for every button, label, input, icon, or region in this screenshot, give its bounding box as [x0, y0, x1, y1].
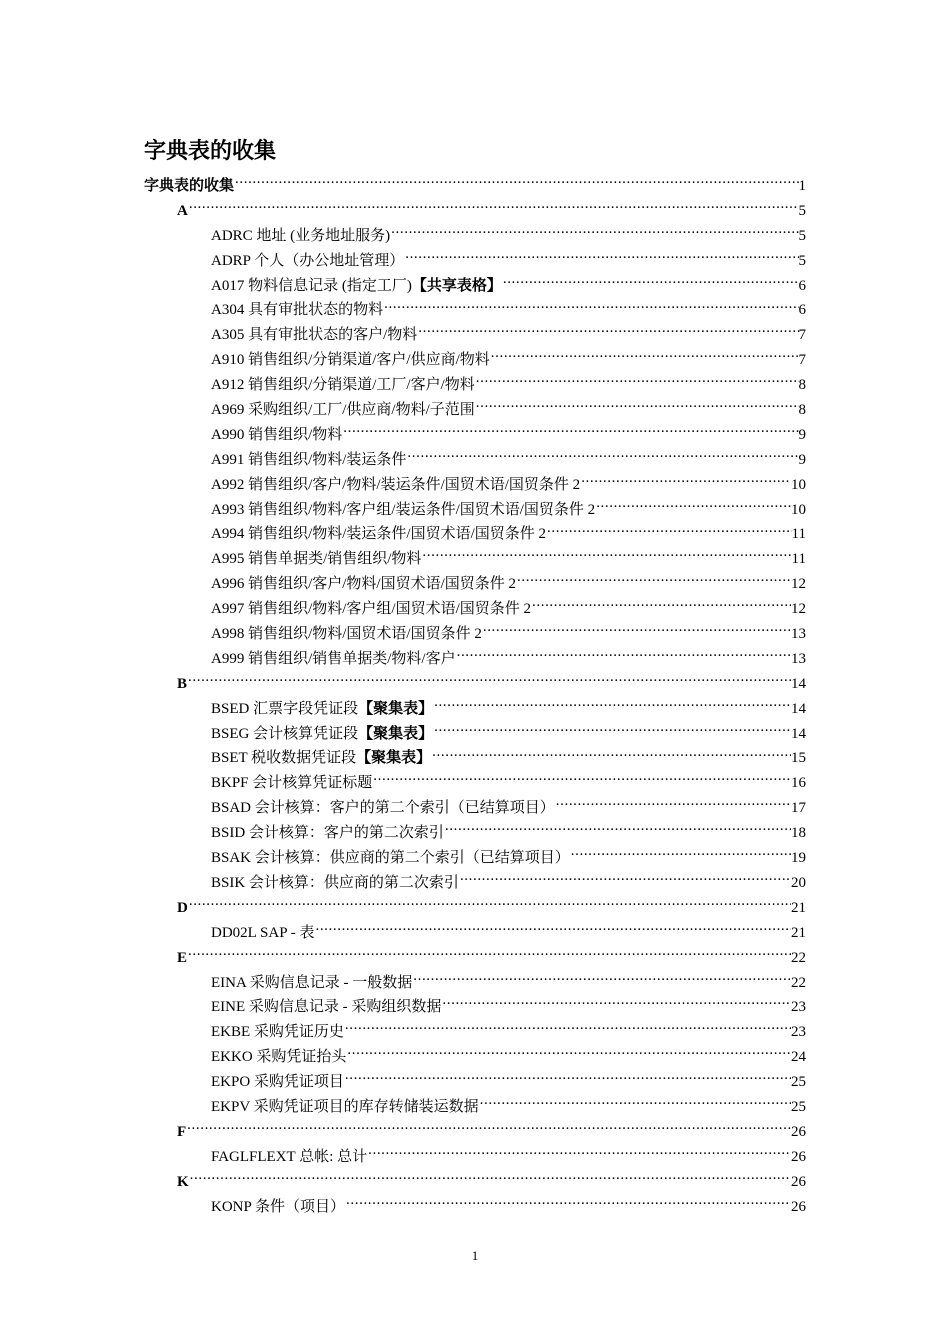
toc-entry-title: D [177, 899, 188, 916]
toc-entry-page: 22 [791, 949, 806, 966]
toc-dot-leader [571, 847, 791, 862]
toc-entry-page: 21 [791, 924, 806, 941]
toc-entry-title: B [177, 675, 188, 692]
toc-entry[interactable] [144, 373, 806, 398]
toc-entry-page: 10 [791, 476, 806, 493]
toc-entry-title: BSEG 会计核算凭证段 [211, 725, 359, 742]
toc-entry-title: A910 销售组织/分销渠道/客户/供应商/物料 [211, 352, 490, 369]
footer-page-number: 1 [471, 1248, 479, 1263]
toc-entry-title: EKPO 采购凭证项目 [211, 1074, 344, 1091]
table-of-contents [144, 174, 806, 1219]
toc-entry-page: 9 [798, 426, 806, 443]
toc-entry-page: 9 [798, 451, 806, 468]
toc-entry[interactable] [144, 224, 806, 249]
toc-entry-page: 5 [798, 252, 806, 269]
toc-entry[interactable] [144, 771, 806, 796]
toc-entry-page: 16 [791, 775, 806, 792]
toc-entry-page: 11 [791, 526, 806, 543]
toc-entry[interactable] [144, 821, 806, 846]
toc-entry-tag: 【聚集表】 [356, 750, 432, 767]
toc-entry-title: F [177, 1123, 187, 1140]
toc-entry[interactable] [144, 622, 806, 647]
toc-entry-page: 13 [791, 626, 806, 643]
toc-entry-title: A305 具有审批状态的客户/物料 [211, 327, 418, 344]
toc-dot-leader [188, 673, 791, 688]
toc-dot-leader [476, 399, 799, 414]
toc-entry-title: A912 销售组织/分销渠道/工厂/客户/物料 [211, 377, 475, 394]
toc-entry-page: 25 [791, 1098, 806, 1115]
toc-entry-title: BKPF 会计核算凭证标题 [211, 775, 373, 792]
toc-entry[interactable] [144, 722, 806, 747]
toc-dot-leader [347, 1046, 791, 1061]
toc-dot-leader [235, 175, 798, 190]
toc-entry[interactable] [144, 995, 806, 1020]
toc-entry[interactable] [144, 398, 806, 423]
toc-entry[interactable] [144, 1070, 806, 1095]
toc-entry-page: 23 [791, 999, 806, 1016]
toc-dot-leader [483, 623, 791, 638]
toc-entry-title: KONP 条件（项目） [211, 1198, 346, 1215]
toc-entry-page: 25 [791, 1074, 806, 1091]
toc-entry[interactable] [144, 1170, 806, 1195]
toc-entry-title: EINA 采购信息记录 - 一般数据 [211, 974, 413, 991]
toc-entry-page: 24 [791, 1049, 806, 1066]
toc-entry-page: 12 [791, 601, 806, 618]
toc-entry-title: BSET 税收数据凭证段 [211, 750, 357, 767]
toc-entry-tag: 【聚集表】 [358, 725, 434, 742]
toc-dot-leader [407, 449, 798, 464]
toc-dot-leader [373, 772, 791, 787]
toc-entry[interactable] [144, 647, 806, 672]
toc-entry-title: A999 销售组织/销售单据类/物料/客户 [211, 650, 456, 667]
toc-entry[interactable] [144, 274, 806, 299]
toc-entry-title: A993 销售组织/物料/客户组/装运条件/国贸术语/国贸条件 2 [211, 501, 596, 518]
toc-dot-leader [368, 1146, 791, 1161]
toc-entry-page: 15 [791, 750, 806, 767]
toc-dot-leader [345, 1021, 791, 1036]
toc-dot-leader [457, 648, 791, 663]
toc-entry-page: 12 [791, 576, 806, 593]
toc-entry[interactable] [144, 174, 806, 199]
toc-dot-leader [189, 200, 799, 215]
toc-entry-page: 5 [798, 202, 806, 219]
toc-dot-leader [596, 499, 791, 514]
toc-dot-leader [188, 947, 791, 962]
toc-entry[interactable] [144, 1120, 806, 1145]
toc-entry[interactable] [144, 597, 806, 622]
toc-entry-title: FAGLFLEXT 总帐: 总计 [211, 1148, 368, 1165]
toc-entry-page: 20 [791, 874, 806, 891]
toc-entry-title: 字典表的收集 [144, 178, 235, 194]
toc-entry-page: 18 [791, 825, 806, 842]
toc-entry-title: E [177, 949, 188, 966]
toc-entry-page: 6 [798, 277, 806, 294]
toc-dot-leader [491, 349, 799, 364]
toc-entry-title: BSID 会计核算：客户的第二次索引 [211, 825, 444, 842]
toc-entry-title: A992 销售组织/客户/物料/装运条件/国贸术语/国贸条件 2 [211, 476, 581, 493]
toc-entry[interactable] [144, 298, 806, 323]
toc-dot-leader [346, 1196, 791, 1211]
toc-entry[interactable] [144, 572, 806, 597]
toc-entry-page: 11 [791, 551, 806, 568]
toc-entry[interactable] [144, 1045, 806, 1070]
toc-dot-leader [187, 1121, 791, 1136]
toc-entry-page: 26 [791, 1173, 806, 1190]
toc-entry-page: 14 [791, 725, 806, 742]
toc-entry-page: 6 [798, 302, 806, 319]
toc-dot-leader [391, 225, 798, 240]
toc-entry-page: 10 [791, 501, 806, 518]
toc-entry[interactable] [144, 796, 806, 821]
toc-entry-title: K [177, 1173, 189, 1190]
toc-entry-tag: 【共享表格】 [411, 277, 502, 294]
toc-dot-leader [547, 523, 792, 538]
toc-entry-title: DD02L SAP - 表 [211, 924, 315, 941]
toc-entry[interactable] [144, 1145, 806, 1170]
toc-dot-leader [422, 548, 791, 563]
toc-entry-title: A995 销售单据类/销售组织/物料 [211, 551, 422, 568]
toc-dot-leader [480, 1096, 791, 1111]
toc-entry-title: EKBE 采购凭证历史 [211, 1024, 344, 1041]
toc-entry-page: 26 [791, 1198, 806, 1215]
toc-entry-title: A969 采购组织/工厂/供应商/物料/子范围 [211, 402, 475, 419]
toc-entry[interactable] [144, 1195, 806, 1220]
toc-entry-page: 23 [791, 1024, 806, 1041]
toc-entry-page: 22 [791, 974, 806, 991]
toc-dot-leader [434, 698, 791, 713]
toc-dot-leader [556, 797, 791, 812]
toc-dot-leader [418, 324, 798, 339]
toc-dot-leader [517, 573, 791, 588]
toc-entry-title: A991 销售组织/物料/装运条件 [211, 451, 407, 468]
toc-dot-leader [384, 299, 798, 314]
toc-entry[interactable] [144, 871, 806, 896]
toc-entry-title: A994 销售组织/物料/装运条件/国贸术语/国贸条件 2 [211, 526, 547, 543]
toc-dot-leader [315, 922, 791, 937]
toc-entry[interactable] [144, 697, 806, 722]
toc-entry[interactable] [144, 199, 806, 224]
toc-entry-page: 8 [798, 402, 806, 419]
toc-entry[interactable] [144, 1020, 806, 1045]
toc-entry-title: A [177, 202, 188, 219]
toc-dot-leader [581, 474, 791, 489]
toc-entry[interactable] [144, 672, 806, 697]
toc-dot-leader [432, 747, 791, 762]
toc-dot-leader [503, 275, 799, 290]
toc-entry-title: EKKO 采购凭证抬头 [211, 1049, 347, 1066]
toc-entry-title: ADRC 地址 (业务地址服务) [211, 227, 391, 244]
toc-dot-leader [405, 250, 798, 265]
toc-entry-page: 5 [798, 227, 806, 244]
toc-entry[interactable] [144, 249, 806, 274]
toc-entry-page: 26 [791, 1123, 806, 1140]
toc-entry-page: 14 [791, 675, 806, 692]
toc-dot-leader [476, 374, 799, 389]
toc-entry[interactable] [144, 323, 806, 348]
toc-dot-leader [434, 723, 791, 738]
toc-entry-page: 26 [791, 1148, 806, 1165]
toc-entry[interactable] [144, 547, 806, 572]
toc-entry-page: 19 [791, 850, 806, 867]
toc-dot-leader [345, 1071, 791, 1086]
toc-entry-title: EKPV 采购凭证项目的库存转储装运数据 [211, 1098, 479, 1115]
toc-entry[interactable] [144, 348, 806, 373]
toc-entry[interactable] [144, 1095, 806, 1120]
toc-entry[interactable] [144, 423, 806, 448]
toc-dot-leader [445, 822, 791, 837]
toc-dot-leader [189, 897, 791, 912]
toc-entry-title: BSAK 会计核算：供应商的第二个索引（已结算项目） [211, 850, 570, 867]
toc-entry[interactable] [144, 473, 806, 498]
toc-dot-leader [460, 872, 791, 887]
toc-entry-tag: 【聚集表】 [358, 700, 434, 717]
toc-entry-title: ADRP 个人（办公地址管理） [211, 252, 405, 269]
toc-entry-title: A998 销售组织/物料/国贸术语/国贸条件 2 [211, 626, 482, 643]
toc-entry[interactable] [144, 971, 806, 996]
toc-entry-page: 1 [798, 178, 806, 194]
toc-dot-leader [532, 598, 791, 613]
toc-entry-title: A017 物料信息记录 (指定工厂) [211, 277, 412, 294]
toc-entry-page: 8 [798, 377, 806, 394]
toc-entry-title: A997 销售组织/物料/客户组/国贸术语/国贸条件 2 [211, 601, 532, 618]
toc-entry-title: BSED 汇票字段凭证段 [211, 700, 359, 717]
toc-entry-title: BSIK 会计核算：供应商的第二次索引 [211, 874, 459, 891]
toc-entry-page: 7 [798, 327, 806, 344]
toc-dot-leader [442, 996, 791, 1011]
toc-entry-title: EINE 采购信息记录 - 采购组织数据 [211, 999, 442, 1016]
toc-entry[interactable] [144, 498, 806, 523]
toc-entry[interactable] [144, 448, 806, 473]
toc-entry-page: 17 [791, 800, 806, 817]
toc-entry[interactable] [144, 746, 806, 771]
toc-entry-title: BSAD 会计核算：客户的第二个索引（已结算项目） [211, 800, 555, 817]
toc-dot-leader [413, 972, 791, 987]
toc-entry-title: A304 具有审批状态的物料 [211, 302, 384, 319]
toc-dot-leader [343, 424, 798, 439]
toc-entry-page: 21 [791, 899, 806, 916]
toc-entry-title: A996 销售组织/客户/物料/国贸术语/国贸条件 2 [211, 576, 517, 593]
toc-entry-page: 13 [791, 650, 806, 667]
toc-entry-title: A990 销售组织/物料 [211, 426, 343, 443]
toc-dot-leader [190, 1171, 791, 1186]
document-heading: 字典表的收集 [144, 138, 277, 163]
toc-entry[interactable] [144, 896, 806, 921]
toc-entry[interactable] [144, 522, 806, 547]
toc-entry-page: 7 [798, 352, 806, 369]
toc-entry[interactable] [144, 921, 806, 946]
toc-entry[interactable] [144, 946, 806, 971]
toc-entry-page: 14 [791, 700, 806, 717]
toc-entry[interactable] [144, 846, 806, 871]
